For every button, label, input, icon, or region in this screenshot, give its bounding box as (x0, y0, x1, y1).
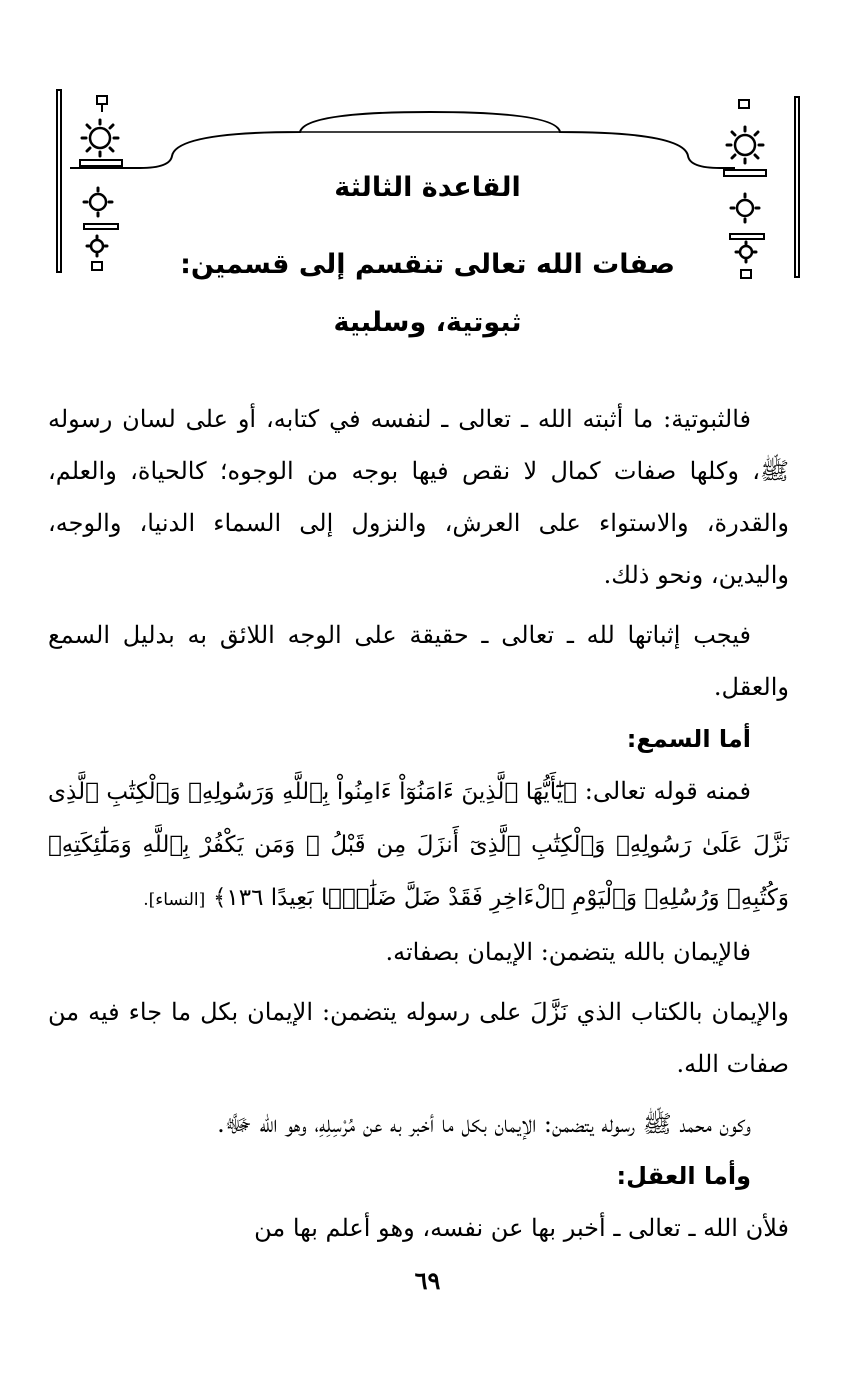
surah-reference: [النساء]. (143, 890, 206, 910)
paragraph-reason: فلأن الله ـ تعالى ـ أخبر بها عن نفسه، وهو أعلم بها من (254, 1214, 789, 1242)
paragraph-obligation: فيجب إثباتها لله ـ تعالى ـ حقيقة على الوجه اللائق به بدليل السمع والعقل. (48, 621, 789, 701)
section-title-revelation: أما السمع: (626, 725, 751, 753)
paragraph-belief-book: والإيمان بالكتاب الذي نَزَّلَ على رسوله يتضمن: الإيمان بكل ما جاء فيه من صفات الله. (48, 998, 789, 1078)
subtitle-line2: ثبوتية، وسلبية (333, 307, 522, 338)
section-title-reason: وأما العقل: (616, 1162, 751, 1190)
rule-title: القاعدة الثالثة (334, 172, 521, 203)
paragraph-belief-prophet: وكون محمد ﷺ رسوله يتضمن: الإيمان بكل ما أخبر به عن مُرْسِلِهِ، وهو الله ﷻ. (217, 1110, 751, 1138)
quran-verse: ﴿يَٰٓأَيُّهَا ٱلَّذِينَ ءَامَنُوٓاْ ءَامِنُواْ بِٱللَّهِ وَرَسُولِهِۦ وَٱلْكِتَٰبِ ٱلَّذِى نَزَّلَ عَلَىٰ رَسُولِهِۦ وَٱلْكِتَٰبِ ٱلَّذِىٓ أَنزَلَ مِن قَبْلُ ۚ وَمَن يَكْفُرْ بِٱللَّهِ وَمَلَٰٓئِكَتِهِۦ وَكُتُبِهِۦ وَرُسُلِهِۦ وَٱلْيَوْمِ ٱلْءَاخِرِ فَقَدْ ضَلَّ ضَلَٰلًۢا بَعِيدًا ١٣٦﴾ (48, 779, 789, 911)
page-number: ٦٩ (414, 1266, 441, 1295)
quote-intro: فمنه قوله تعالى: (584, 777, 751, 805)
paragraph-belief-allah: فالإيمان بالله يتضمن: الإيمان بصفاته. (385, 938, 751, 966)
paragraph-quran-quote (48, 765, 789, 926)
subtitle-line1: صفات الله تعالى تنقسم إلى قسمين: (180, 249, 675, 280)
body-text (48, 393, 789, 1254)
paragraph-affirmative: فالثبوتية: ما أثبته الله ـ تعالى ـ لنفسه في كتابه، أو على لسان رسوله ﷺ، وكلها صفات كمال لا نقص فيها بوجه من الوجوه؛ كالحياة، والعلم، والقدرة، والاستواء على العرش، والنزول إلى السماء الدنيا، والوجه، واليدين، ونحو ذلك. (48, 405, 789, 589)
